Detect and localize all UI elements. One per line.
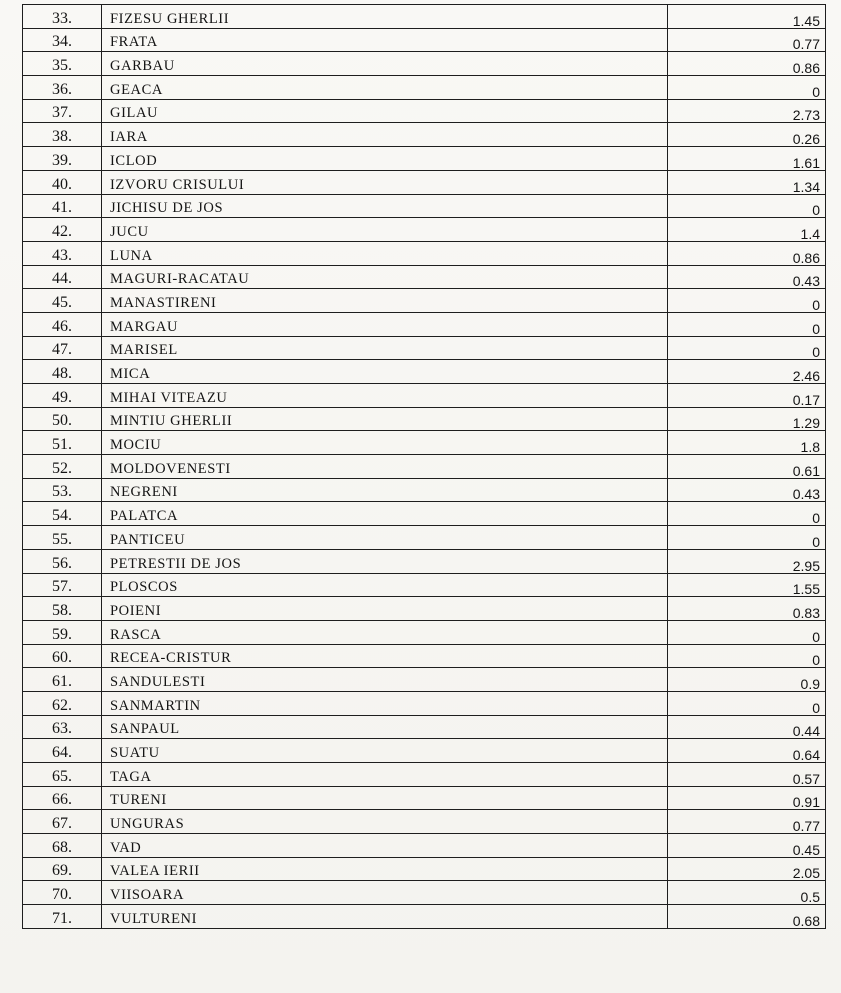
locality-name-cell: RASCA bbox=[102, 620, 668, 644]
locality-name-cell: TAGA bbox=[102, 763, 668, 787]
row-number-cell: 53. bbox=[23, 478, 102, 502]
row-number-cell: 66. bbox=[23, 786, 102, 810]
row-number-cell: 68. bbox=[23, 834, 102, 858]
locality-name-cell: RECEA-CRISTUR bbox=[102, 644, 668, 668]
row-number-cell: 56. bbox=[23, 549, 102, 573]
row-number-cell: 48. bbox=[23, 360, 102, 384]
locality-name-cell: SANDULESTI bbox=[102, 668, 668, 692]
table-row bbox=[23, 620, 826, 644]
row-number-cell: 52. bbox=[23, 455, 102, 479]
table-row bbox=[23, 28, 826, 52]
table-row bbox=[23, 597, 826, 621]
table-row bbox=[23, 526, 826, 550]
locality-name-cell: MICA bbox=[102, 360, 668, 384]
locality-name-cell: JICHISU DE JOS bbox=[102, 194, 668, 218]
locality-name-cell: PLOSCOS bbox=[102, 573, 668, 597]
row-number-cell: 49. bbox=[23, 384, 102, 408]
value-cell: 2.95 bbox=[668, 549, 826, 573]
row-number-cell: 40. bbox=[23, 170, 102, 194]
table-row bbox=[23, 5, 826, 29]
locality-name-cell: NEGRENI bbox=[102, 478, 668, 502]
row-number-cell: 54. bbox=[23, 502, 102, 526]
row-number-cell: 71. bbox=[23, 905, 102, 929]
value-cell: 1.45 bbox=[668, 5, 826, 29]
value-cell: 2.46 bbox=[668, 360, 826, 384]
table-row bbox=[23, 384, 826, 408]
row-number-cell: 62. bbox=[23, 691, 102, 715]
value-cell: 1.61 bbox=[668, 147, 826, 171]
table-row bbox=[23, 644, 826, 668]
table-row bbox=[23, 147, 826, 171]
value-cell: 0.9 bbox=[668, 668, 826, 692]
value-cell: 0.17 bbox=[668, 384, 826, 408]
row-number-cell: 63. bbox=[23, 715, 102, 739]
locality-name-cell: MIHAI VITEAZU bbox=[102, 384, 668, 408]
value-cell: 0.45 bbox=[668, 834, 826, 858]
value-cell: 0.5 bbox=[668, 881, 826, 905]
locality-name-cell: GARBAU bbox=[102, 52, 668, 76]
locality-name-cell: POIENI bbox=[102, 597, 668, 621]
row-number-cell: 69. bbox=[23, 857, 102, 881]
row-number-cell: 33. bbox=[23, 5, 102, 29]
locality-name-cell: SANPAUL bbox=[102, 715, 668, 739]
table-row bbox=[23, 691, 826, 715]
table-row bbox=[23, 407, 826, 431]
value-cell: 0.86 bbox=[668, 52, 826, 76]
table-row bbox=[23, 668, 826, 692]
locality-name-cell: MARGAU bbox=[102, 312, 668, 336]
row-number-cell: 57. bbox=[23, 573, 102, 597]
value-cell: 0.77 bbox=[668, 810, 826, 834]
locality-name-cell: MINTIU GHERLII bbox=[102, 407, 668, 431]
row-number-cell: 58. bbox=[23, 597, 102, 621]
value-cell: 0.57 bbox=[668, 763, 826, 787]
value-cell: 0 bbox=[668, 502, 826, 526]
value-cell: 0.83 bbox=[668, 597, 826, 621]
row-number-cell: 39. bbox=[23, 147, 102, 171]
table-row bbox=[23, 763, 826, 787]
locality-name-cell: IARA bbox=[102, 123, 668, 147]
table-row bbox=[23, 123, 826, 147]
value-cell: 0 bbox=[668, 289, 826, 313]
locality-name-cell: FRATA bbox=[102, 28, 668, 52]
row-number-cell: 35. bbox=[23, 52, 102, 76]
row-number-cell: 47. bbox=[23, 336, 102, 360]
locality-name-cell: VAD bbox=[102, 834, 668, 858]
locality-name-cell: SANMARTIN bbox=[102, 691, 668, 715]
value-cell: 1.8 bbox=[668, 431, 826, 455]
value-cell: 0.68 bbox=[668, 905, 826, 929]
locality-name-cell: PANTICEU bbox=[102, 526, 668, 550]
value-cell: 0 bbox=[668, 691, 826, 715]
table-body bbox=[23, 5, 826, 929]
value-cell: 0.64 bbox=[668, 739, 826, 763]
row-number-cell: 37. bbox=[23, 99, 102, 123]
row-number-cell: 36. bbox=[23, 76, 102, 100]
table-row bbox=[23, 715, 826, 739]
value-cell: 0 bbox=[668, 194, 826, 218]
value-cell: 0 bbox=[668, 312, 826, 336]
table-row bbox=[23, 52, 826, 76]
localities-table bbox=[22, 4, 826, 929]
locality-name-cell: MANASTIRENI bbox=[102, 289, 668, 313]
row-number-cell: 44. bbox=[23, 265, 102, 289]
value-cell: 0.43 bbox=[668, 478, 826, 502]
table-row bbox=[23, 455, 826, 479]
table-row bbox=[23, 739, 826, 763]
row-number-cell: 64. bbox=[23, 739, 102, 763]
table-row bbox=[23, 336, 826, 360]
locality-name-cell: ICLOD bbox=[102, 147, 668, 171]
value-cell: 1.4 bbox=[668, 218, 826, 242]
locality-name-cell: MAGURI-RACATAU bbox=[102, 265, 668, 289]
value-cell: 1.34 bbox=[668, 170, 826, 194]
row-number-cell: 41. bbox=[23, 194, 102, 218]
locality-name-cell: TURENI bbox=[102, 786, 668, 810]
table-row bbox=[23, 478, 826, 502]
locality-name-cell: JUCU bbox=[102, 218, 668, 242]
row-number-cell: 38. bbox=[23, 123, 102, 147]
table-row bbox=[23, 289, 826, 313]
locality-name-cell: LUNA bbox=[102, 241, 668, 265]
locality-name-cell: GEACA bbox=[102, 76, 668, 100]
row-number-cell: 55. bbox=[23, 526, 102, 550]
value-cell: 1.55 bbox=[668, 573, 826, 597]
locality-name-cell: VIISOARA bbox=[102, 881, 668, 905]
table-row bbox=[23, 99, 826, 123]
value-cell: 0 bbox=[668, 526, 826, 550]
table-row bbox=[23, 786, 826, 810]
row-number-cell: 65. bbox=[23, 763, 102, 787]
locality-name-cell: MARISEL bbox=[102, 336, 668, 360]
value-cell: 1.29 bbox=[668, 407, 826, 431]
locality-name-cell: VULTURENI bbox=[102, 905, 668, 929]
locality-name-cell: MOLDOVENESTI bbox=[102, 455, 668, 479]
row-number-cell: 67. bbox=[23, 810, 102, 834]
table-row bbox=[23, 312, 826, 336]
table-row bbox=[23, 549, 826, 573]
table-row bbox=[23, 573, 826, 597]
locality-name-cell: SUATU bbox=[102, 739, 668, 763]
value-cell: 0.86 bbox=[668, 241, 826, 265]
table-row bbox=[23, 194, 826, 218]
table-row bbox=[23, 360, 826, 384]
value-cell: 0.26 bbox=[668, 123, 826, 147]
row-number-cell: 61. bbox=[23, 668, 102, 692]
table-row bbox=[23, 265, 826, 289]
row-number-cell: 51. bbox=[23, 431, 102, 455]
value-cell: 0.44 bbox=[668, 715, 826, 739]
table-row bbox=[23, 834, 826, 858]
table-row bbox=[23, 218, 826, 242]
table-row bbox=[23, 170, 826, 194]
value-cell: 2.05 bbox=[668, 857, 826, 881]
table-row bbox=[23, 431, 826, 455]
row-number-cell: 70. bbox=[23, 881, 102, 905]
row-number-cell: 42. bbox=[23, 218, 102, 242]
row-number-cell: 34. bbox=[23, 28, 102, 52]
table-row bbox=[23, 905, 826, 929]
locality-name-cell: FIZESU GHERLII bbox=[102, 5, 668, 29]
value-cell: 0.61 bbox=[668, 455, 826, 479]
row-number-cell: 45. bbox=[23, 289, 102, 313]
locality-name-cell: VALEA IERII bbox=[102, 857, 668, 881]
value-cell: 0 bbox=[668, 644, 826, 668]
table-row bbox=[23, 810, 826, 834]
row-number-cell: 43. bbox=[23, 241, 102, 265]
locality-name-cell: MOCIU bbox=[102, 431, 668, 455]
value-cell: 0.77 bbox=[668, 28, 826, 52]
row-number-cell: 46. bbox=[23, 312, 102, 336]
value-cell: 0 bbox=[668, 76, 826, 100]
table-row bbox=[23, 502, 826, 526]
value-cell: 0.91 bbox=[668, 786, 826, 810]
locality-name-cell: IZVORU CRISULUI bbox=[102, 170, 668, 194]
row-number-cell: 50. bbox=[23, 407, 102, 431]
value-cell: 0.43 bbox=[668, 265, 826, 289]
table-row bbox=[23, 857, 826, 881]
table-row bbox=[23, 241, 826, 265]
table-row bbox=[23, 76, 826, 100]
value-cell: 0 bbox=[668, 336, 826, 360]
locality-name-cell: UNGURAS bbox=[102, 810, 668, 834]
table-row bbox=[23, 881, 826, 905]
row-number-cell: 59. bbox=[23, 620, 102, 644]
locality-name-cell: PETRESTII DE JOS bbox=[102, 549, 668, 573]
value-cell: 0 bbox=[668, 620, 826, 644]
value-cell: 2.73 bbox=[668, 99, 826, 123]
row-number-cell: 60. bbox=[23, 644, 102, 668]
locality-name-cell: PALATCA bbox=[102, 502, 668, 526]
locality-name-cell: GILAU bbox=[102, 99, 668, 123]
